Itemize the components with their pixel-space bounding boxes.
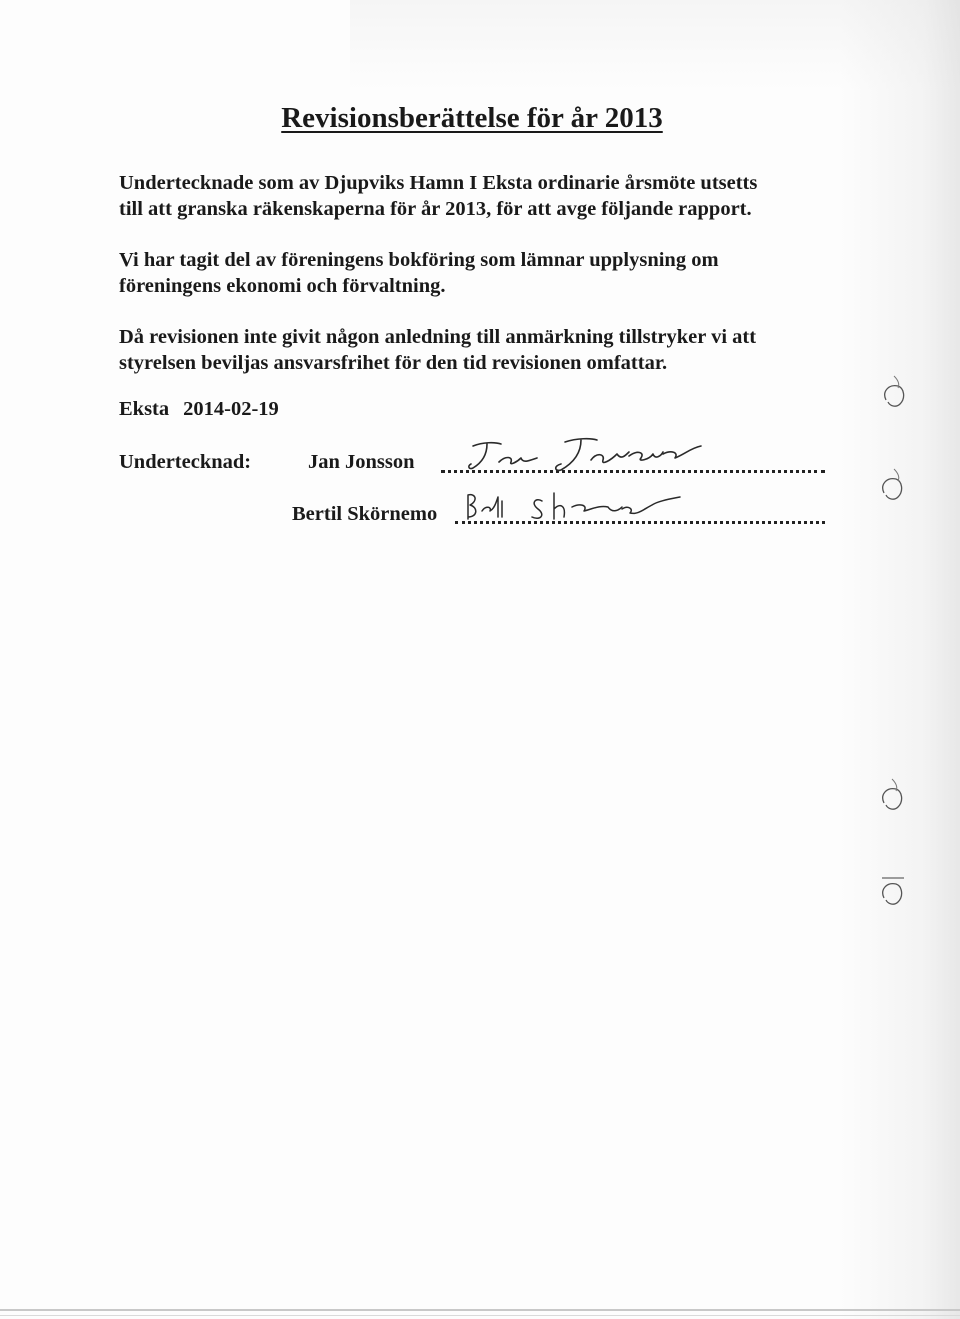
paragraph-review bbox=[119, 247, 839, 299]
signature-2-handwriting bbox=[462, 487, 692, 527]
signed-label: Undertecknad: bbox=[119, 451, 252, 473]
document-title: Revisionsberättelse för år 2013 bbox=[281, 102, 663, 134]
page-edge bbox=[0, 1309, 960, 1311]
page-edge bbox=[0, 1315, 960, 1316]
paragraph-line: Då revisionen inte givit någon anledning till anmärkning tillstryker vi att bbox=[119, 326, 757, 348]
signature-1-handwriting bbox=[465, 432, 715, 477]
scan-smudge bbox=[350, 0, 960, 90]
paper-shade bbox=[840, 0, 960, 1319]
paragraph-conclusion bbox=[119, 324, 839, 376]
paragraph-line: föreningens ekonomi och förvaltning. bbox=[119, 275, 446, 297]
paragraph-line: Undertecknade som av Djupviks Hamn I Eksta ordinarie årsmöte utsetts bbox=[119, 172, 758, 194]
punch-hole-icon bbox=[878, 775, 908, 815]
place: Eksta bbox=[119, 398, 170, 420]
punch-hole-icon bbox=[878, 465, 908, 505]
paragraph-line: Vi har tagit del av föreningens bokföring som lämnar upplysning om bbox=[119, 249, 719, 271]
punch-hole-icon bbox=[880, 372, 910, 412]
signer-name-1: Jan Jonsson bbox=[308, 451, 415, 473]
place-date bbox=[119, 398, 279, 421]
signer-name-2: Bertil Skörnemo bbox=[292, 503, 438, 525]
punch-hole-icon bbox=[878, 868, 908, 908]
paragraph-line: till att granska räkenskaperna för år 2013, för att avge följande rapport. bbox=[119, 198, 752, 220]
paragraph-line: styrelsen beviljas ansvarsfrihet för den tid revisionen omfattar. bbox=[119, 352, 668, 374]
paragraph-appointment bbox=[119, 170, 839, 222]
date: 2014-02-19 bbox=[183, 398, 279, 420]
